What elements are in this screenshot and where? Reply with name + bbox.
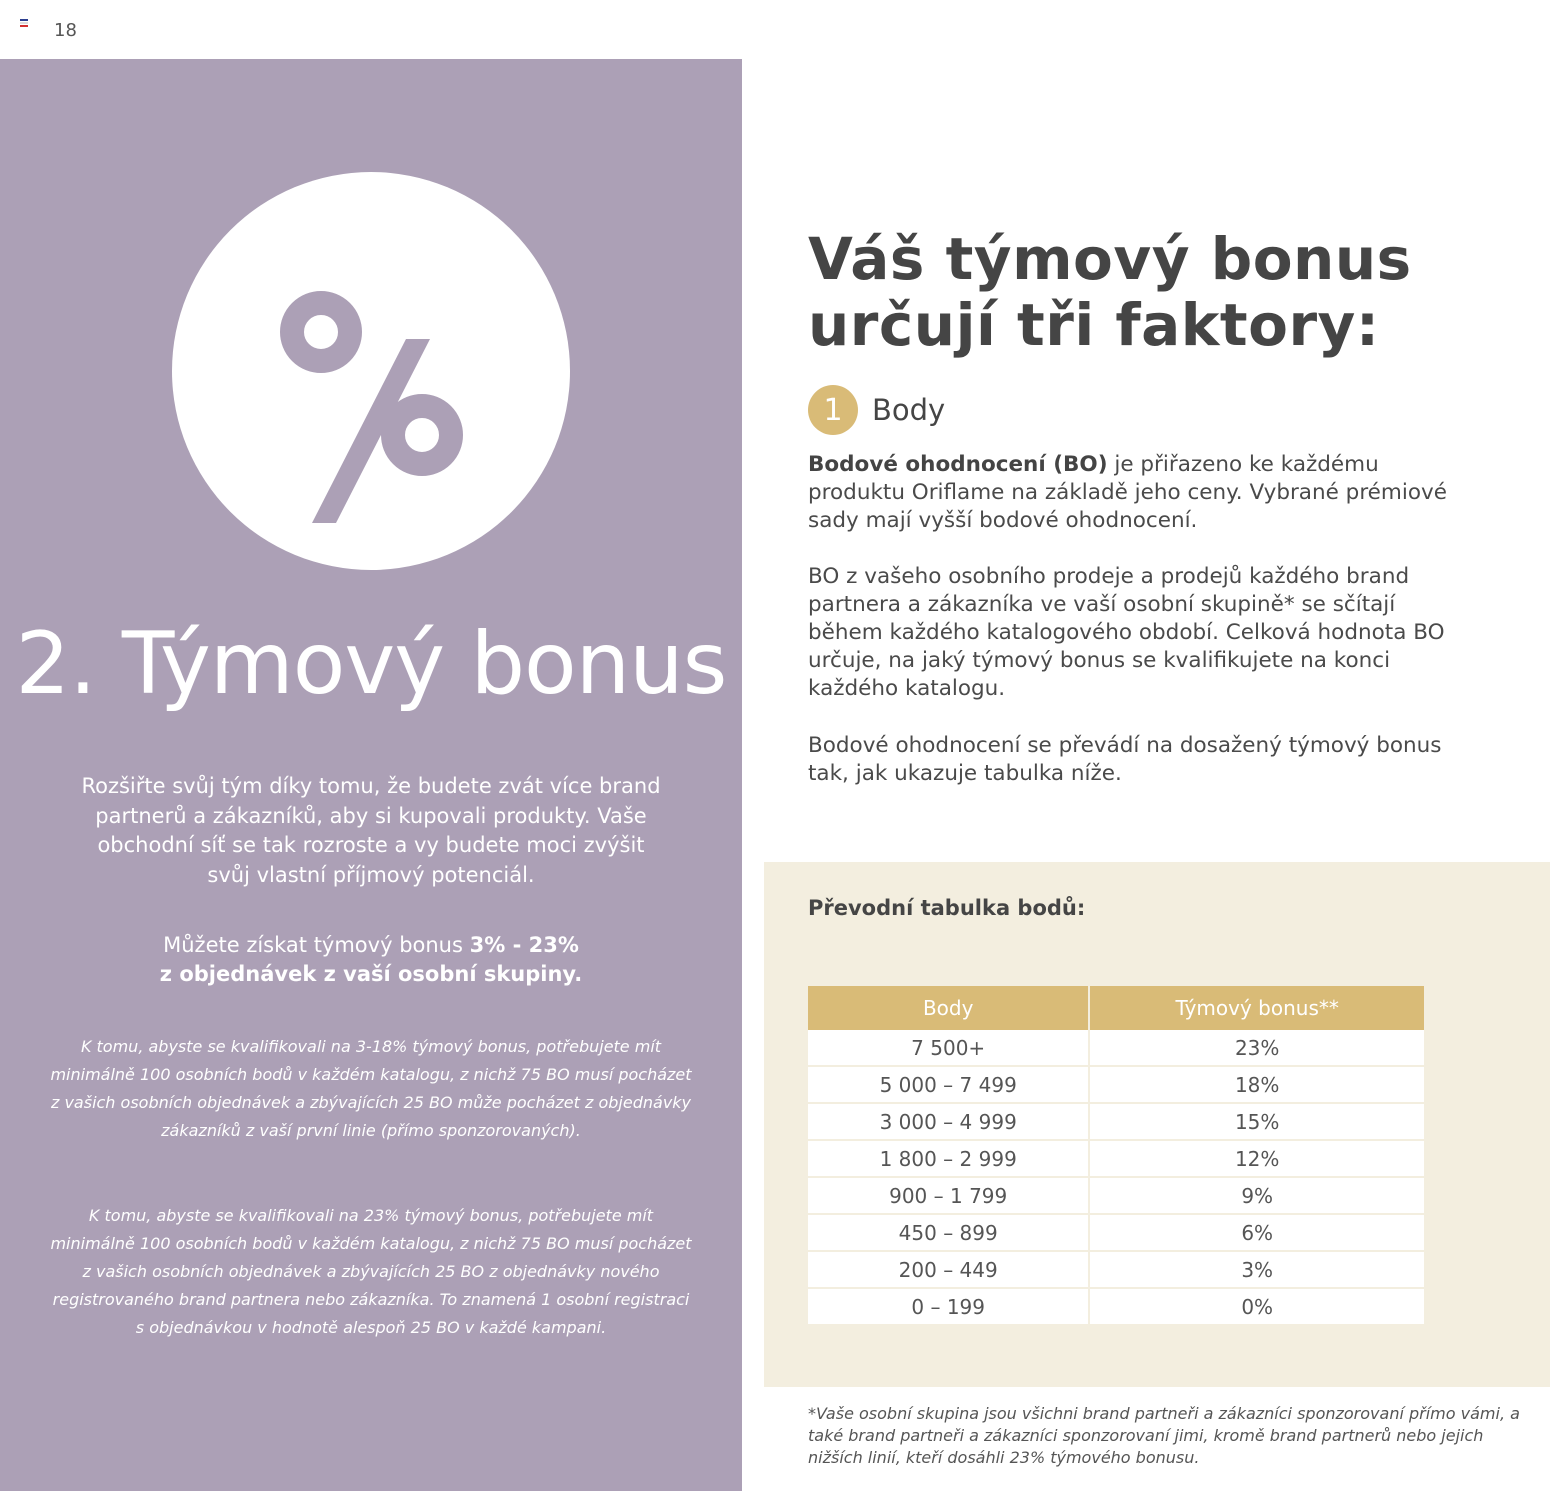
bonus-prefix: Můžete získat týmový bonus	[163, 933, 470, 957]
points-paragraph-3: Bodové ohodnocení se převádí na dosažený týmový bonus tak, jak ukazuje tabulka níže.	[808, 733, 1442, 786]
points-cell: 7 500+	[808, 1030, 1089, 1066]
points-cell: 200 – 449	[808, 1251, 1089, 1288]
factor-label: Body	[872, 393, 946, 427]
table-header-row	[808, 986, 1424, 1030]
points-term: Bodové ohodnocení (BO)	[808, 452, 1108, 477]
points-definition: je přiřazeno ke každému produktu Oriflame na základě jeho ceny. Vybrané prémiové sady mají vyšší bodové ohodnocení.	[808, 452, 1447, 533]
factor-header	[808, 385, 945, 435]
table-row	[808, 1288, 1424, 1325]
points-cell: 1 800 – 2 999	[808, 1140, 1089, 1177]
percent-icon	[172, 172, 570, 570]
conversion-panel	[764, 862, 1550, 1387]
points-paragraph-2: BO z vašeho osobního prodeje a prodejů každého brand partnera a zákazníka ve vaší osobní skupině* se sčítají během každého katalogového období. Celková hodnota BO určuje, na jaký týmový bonus se kvalifikujete na konci každého katalogu.	[808, 564, 1445, 701]
bonus-cell: 0%	[1089, 1288, 1424, 1325]
table-row	[808, 1251, 1424, 1288]
qualification-note-2: K tomu, abyste se kvalifikovali na 23% týmový bonus, potřebujete mít minimálně 100 osobních bodů v každém katalogu, z nichž 75 BO musí pocházet z vašich osobních objednávek a zbývajících 25 BO z objednávky nového registrovaného brand partnera nebo zákazníka. To znamená 1 osobní registraci s objednávkou v hodnotě alespoň 25 BO v každé kampani.	[50, 1206, 692, 1337]
bonus-cell: 12%	[1089, 1140, 1424, 1177]
footnote: *Vaše osobní skupina jsou všichni brand partneři a zákazníci sponzorovaní přímo vámi, a také brand partneři a zákazníci sponzorovaní jimi, kromě brand partnerů nebo jejich nižších linií, kteří dosáhli 23% týmového bonusu.	[808, 1404, 1520, 1467]
points-cell: 3 000 – 4 999	[808, 1103, 1089, 1140]
language-flag-icon	[20, 19, 28, 26]
factor-number-badge: 1	[808, 385, 858, 435]
bonus-cell: 3%	[1089, 1251, 1424, 1288]
table-row	[808, 1177, 1424, 1214]
heading-line-1: Váš týmový bonus	[808, 225, 1412, 293]
section-title: 2. Týmový bonus	[15, 614, 727, 714]
points-cell: 5 000 – 7 499	[808, 1066, 1089, 1103]
column-header-points: Body	[808, 986, 1089, 1030]
points-cell: 450 – 899	[808, 1214, 1089, 1251]
table-row	[808, 1140, 1424, 1177]
points-cell: 0 – 199	[808, 1288, 1089, 1325]
table-row	[808, 1103, 1424, 1140]
table-row	[808, 1030, 1424, 1066]
bonus-cell: 18%	[1089, 1066, 1424, 1103]
points-cell: 900 – 1 799	[808, 1177, 1089, 1214]
page-number: 18	[54, 20, 77, 41]
conversion-table	[808, 986, 1424, 1326]
table-row	[808, 1066, 1424, 1103]
conversion-table-title: Převodní tabulka bodů:	[808, 896, 1086, 920]
bonus-suffix: z objednávek z vaší osobní skupiny.	[159, 962, 583, 986]
intro-text: Rozšiřte svůj tým díky tomu, že budete zvát více brand partnerů a zákazníků, aby si kupovali produkty. Vaše obchodní síť se tak rozroste a vy budete moci zvýšit svůj vlastní příjmový potenciál.	[81, 774, 661, 887]
bonus-cell: 9%	[1089, 1177, 1424, 1214]
heading-line-2: určují tři faktory:	[808, 291, 1380, 359]
bonus-range-text	[60, 931, 682, 989]
bonus-cell: 23%	[1089, 1030, 1424, 1066]
main-heading	[808, 226, 1528, 358]
column-header-bonus: Týmový bonus**	[1089, 986, 1424, 1030]
table-row	[808, 1214, 1424, 1251]
bonus-cell: 6%	[1089, 1214, 1424, 1251]
bonus-range: 3% - 23%	[469, 933, 579, 957]
qualification-note-1: K tomu, abyste se kvalifikovali na 3-18% týmový bonus, potřebujete mít minimálně 100 osobních bodů v každém katalogu, z nichž 75 BO musí pocházet z vašich osobních objednávek a zbývajících 25 BO může pocházet z objednávky zákazníků z vaší první linie (přímo sponzorovaných).	[50, 1037, 692, 1140]
bonus-cell: 15%	[1089, 1103, 1424, 1140]
percent-circle	[172, 172, 570, 570]
left-panel	[0, 59, 742, 1491]
points-paragraph-1	[808, 451, 1448, 535]
